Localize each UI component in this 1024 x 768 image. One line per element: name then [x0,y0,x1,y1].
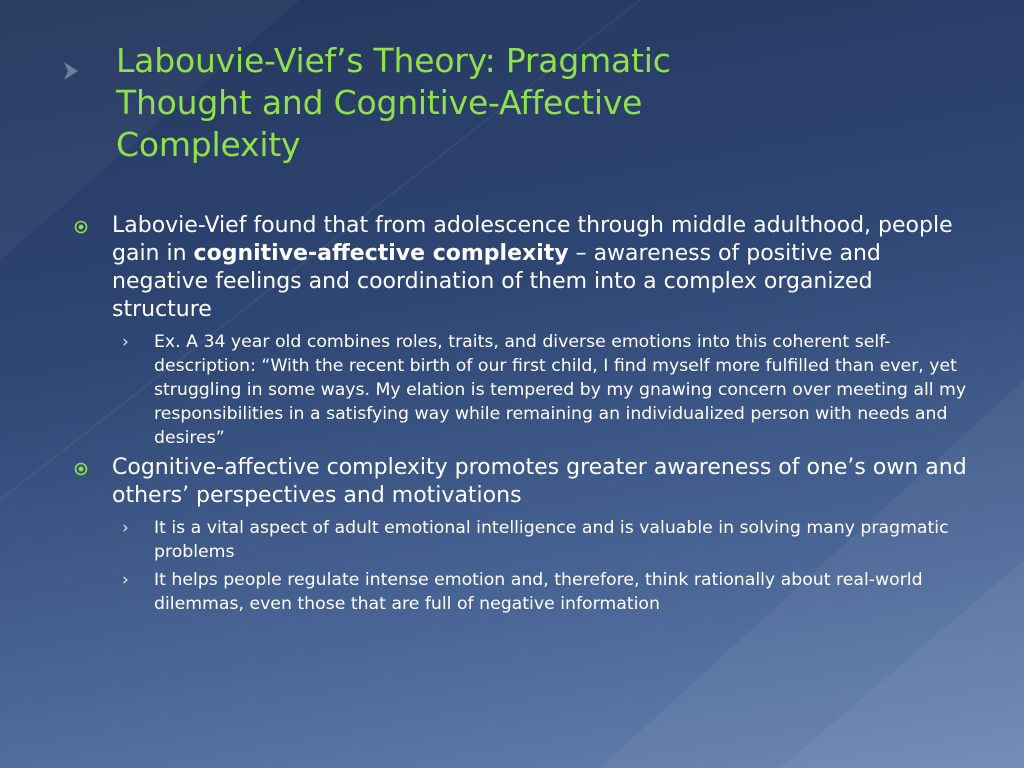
chevron-bullet-icon: › [122,332,129,352]
bullet-text: Cognitive-affective complexity promotes greater awareness of one’s own and others’ perspectives and motivations [112,455,967,508]
bullet-text: Labovie-Vief found that from adolescence through middle adulthood, people gain in [112,213,953,266]
sub-bullet-item [70,516,970,564]
circled-dot-bullet-icon [74,220,88,234]
bullet-text-continued: – awareness of positive and negative feelings and coordination of them into a complex organized structure [112,241,881,322]
sub-bullet-text: It helps people regulate intense emotion and, therefore, think rationally about real-world dilemmas, even those that are full of negative information [154,570,923,614]
chevron-bullet-icon: › [122,518,129,538]
sub-bullet-item [70,330,970,450]
bold-term: cognitive-affective complexity [193,241,569,266]
chevron-bullet-icon: › [122,570,129,590]
bullet-item [70,212,970,324]
slide-title: Labouvie-Vief’s Theory: Pragmatic Thought and Cognitive-Affective Complexity [116,41,671,164]
chevron-right-icon [62,60,80,82]
sub-bullet-text: It is a vital aspect of adult emotional intelligence and is valuable in solving many pragmatic problems [154,518,949,562]
sub-bullet-text: Ex. A 34 year old combines roles, traits, and diverse emotions into this coherent self-description: “With the recent birth of our first child, I find myself more fulfilled than ever, yet struggling in some ways. My elation is tempered by my gnawing concern over meeting all my responsibilities in a satisfying way while remaining an individualized person with needs and desires” [154,332,967,448]
sub-bullet-item [70,568,970,616]
bullet-item [70,454,970,510]
circled-dot-bullet-icon [74,462,88,476]
slide-body [70,212,970,620]
